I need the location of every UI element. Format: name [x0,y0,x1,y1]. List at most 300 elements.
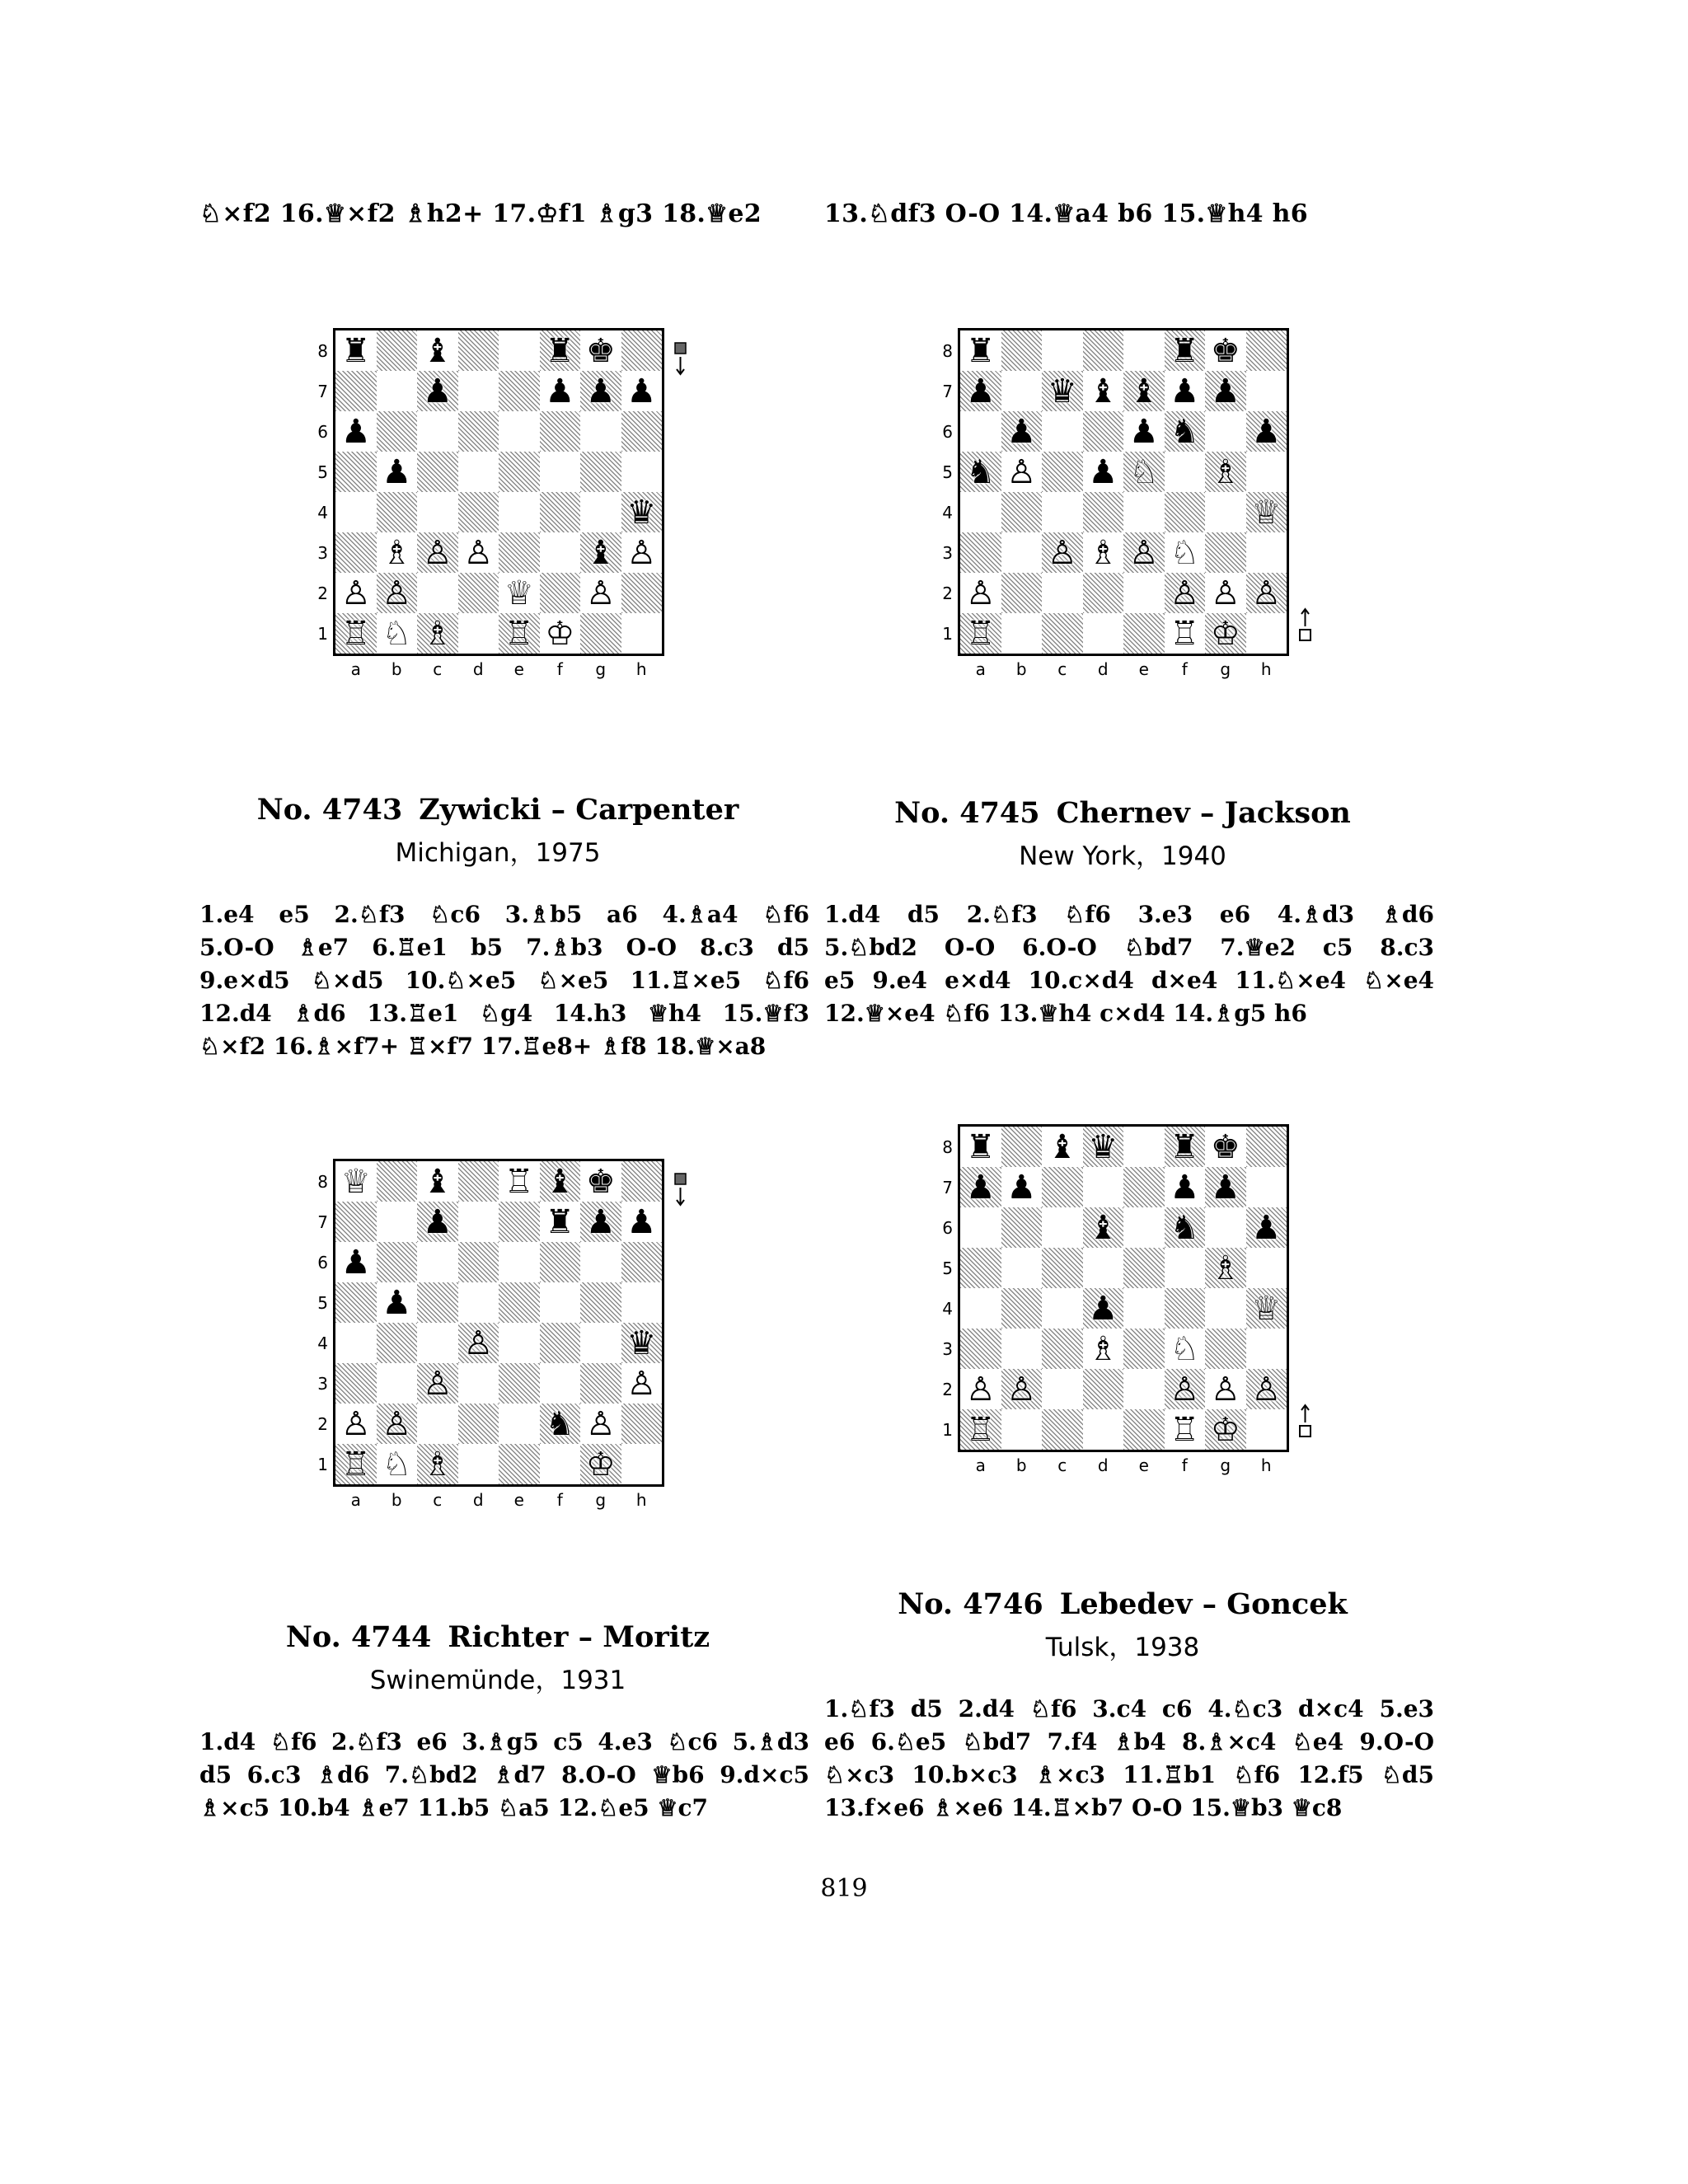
square-h2 [621,1404,663,1444]
black-pawn-icon: ♟ [340,412,371,451]
file-label: e [1138,1455,1149,1475]
square-a6 [960,1207,1001,1248]
rank-label: 8 [317,1171,328,1192]
white-pawn-icon: ♙ [1210,1370,1240,1408]
white-pawn-icon: ♙ [340,574,371,612]
move-line: 12.♕×e4 ♘f6 13.♕h4 c×d4 14.♗g5 h6 [824,1000,1307,1027]
continuation-line-right: 13.♘df3 O-O 14.♕a4 b6 15.♕h4 h6 [824,199,1308,228]
black-queen-icon: ♛ [1088,1127,1118,1166]
rank-label: 7 [942,1177,953,1197]
square-g4 [1205,1288,1246,1329]
rank-label: 5 [317,462,328,482]
square-g8 [580,330,621,371]
white-bishop-icon: ♗ [1210,452,1240,491]
square-h6 [1246,1207,1287,1248]
file-label: f [1181,1455,1188,1475]
square-e6 [1123,411,1165,452]
square-g3 [1205,1329,1246,1369]
square-c3 [1042,1329,1083,1369]
square-d3 [1083,532,1124,573]
square-d1 [1083,1409,1124,1450]
square-f3 [1165,1329,1206,1369]
square-c2 [417,573,458,613]
square-e1 [499,613,540,654]
file-label: b [1015,659,1027,679]
square-b3 [377,1363,418,1404]
square-d2 [458,1404,499,1444]
square-h2 [1246,1369,1287,1409]
black-pawn-icon: ♟ [1006,412,1037,451]
square-g4 [580,1323,621,1363]
file-label: b [391,1490,402,1510]
square-h1 [621,613,663,654]
square-g2 [1205,573,1246,613]
game-moves-4743 [199,898,809,1063]
square-f7 [540,371,581,411]
square-h3 [1246,1329,1287,1369]
square-h4 [1246,492,1287,532]
rank-label: 8 [942,340,953,361]
black-pawn-icon: ♟ [545,372,575,410]
square-h3 [1246,532,1287,573]
square-g1 [1205,1409,1246,1450]
white-rook-icon: ♖ [340,614,371,653]
white-rook-icon: ♖ [1170,614,1200,653]
rank-label: 2 [942,583,953,603]
game-players: Zywicki – Carpenter [419,793,739,827]
square-e7 [1123,371,1165,411]
square-e3 [499,1363,540,1404]
white-pawn-icon: ♙ [463,1324,494,1362]
file-label: f [556,1490,563,1510]
square-e1 [499,1444,540,1484]
square-d4 [1083,1288,1124,1329]
black-bishop-icon: ♝ [1088,1208,1118,1247]
white-pawn-icon: ♙ [626,1364,657,1403]
game-caption-4743 [185,793,811,869]
black-rook-icon: ♜ [1170,331,1200,370]
game-title [185,793,811,827]
white-rook-icon: ♖ [340,1445,371,1483]
rank-label: 6 [317,421,328,442]
square-e5 [1123,1248,1165,1288]
square-a3 [335,1363,377,1404]
square-b6 [377,411,418,452]
square-b4 [1001,1288,1043,1329]
square-b6 [1001,1207,1043,1248]
square-d8 [1083,1127,1124,1167]
square-f5 [1165,452,1206,492]
white-bishop-icon: ♗ [1088,1329,1118,1368]
black-bishop-icon: ♝ [422,1162,452,1201]
square-c3 [417,532,458,573]
square-f4 [1165,492,1206,532]
file-label: h [1260,659,1272,679]
black-knight-icon: ♞ [965,452,996,491]
white-queen-icon: ♕ [340,1162,371,1201]
black-pawn-icon: ♟ [1006,1168,1037,1207]
white-king-icon: ♔ [585,1445,616,1483]
square-g1 [580,1444,621,1484]
square-h8 [1246,1127,1287,1167]
square-d7 [458,371,499,411]
square-d4 [1083,492,1124,532]
square-e1 [1123,1409,1165,1450]
white-pawn-icon: ♙ [965,1370,996,1408]
white-rook-icon: ♖ [965,614,996,653]
square-f2 [1165,1369,1206,1409]
rank-label: 6 [942,421,953,442]
square-d7 [1083,1167,1124,1207]
square-g5 [1205,1248,1246,1288]
white-pawn-icon: ♙ [422,1364,452,1403]
square-d2 [1083,1369,1124,1409]
square-b6 [1001,411,1043,452]
square-e3 [1123,1329,1165,1369]
square-e8 [499,1161,540,1202]
black-pawn-icon: ♟ [626,372,657,410]
square-h1 [1246,613,1287,654]
black-pawn-icon: ♟ [1251,412,1282,451]
file-label: h [635,659,647,679]
square-f4 [540,1323,581,1363]
black-queen-icon: ♛ [1047,372,1077,410]
black-to-move-icon [672,1172,690,1208]
file-label: e [513,659,524,679]
rank-label: 7 [317,381,328,401]
square-f3 [1165,532,1206,573]
square-h8 [621,1161,663,1202]
game-moves-4746 [824,1693,1434,1825]
square-e2 [1123,1369,1165,1409]
square-d6 [1083,1207,1124,1248]
file-label: c [433,659,443,679]
black-rook-icon: ♜ [545,1202,575,1241]
black-pawn-icon: ♟ [585,372,616,410]
square-g1 [580,613,621,654]
square-g6 [1205,411,1246,452]
black-bishop-icon: ♝ [1088,372,1118,410]
black-pawn-icon: ♟ [1210,1168,1240,1207]
file-label: d [472,1490,484,1510]
rank-label: 7 [317,1212,328,1232]
square-f1 [540,613,581,654]
square-f2 [1165,573,1206,613]
file-label: b [391,659,402,679]
move-line: 5.O-O ♗e7 6.♖e1 b5 7.♗b3 O-O 8.c3 d5 [199,934,809,961]
square-g8 [1205,330,1246,371]
square-h7 [621,371,663,411]
white-rook-icon: ♖ [504,614,534,653]
rank-label: 2 [942,1379,953,1399]
white-pawn-icon: ♙ [1006,452,1037,491]
square-e7 [1123,1167,1165,1207]
move-line: 12.d4 ♗d6 13.♖e1 ♘g4 14.h3 ♕h4 15.♕f3 [199,1000,809,1027]
game-number: No. 4744 [285,1620,432,1654]
square-g6 [580,1242,621,1282]
square-b8 [1001,1127,1043,1167]
file-label: d [1097,1455,1109,1475]
square-f1 [1165,1409,1206,1450]
square-a8 [335,1161,377,1202]
move-line: d5 6.c3 ♗d6 7.♘bd2 ♗d7 8.O-O ♕b6 9.d×c5 [199,1761,809,1788]
square-g7 [580,1202,621,1242]
white-queen-icon: ♕ [1251,493,1282,532]
square-d2 [1083,573,1124,613]
square-d7 [458,1202,499,1242]
square-h1 [621,1444,663,1484]
black-knight-icon: ♞ [1170,412,1200,451]
square-a3 [335,532,377,573]
square-f3 [540,532,581,573]
black-pawn-icon: ♟ [422,1202,452,1241]
square-c4 [1042,492,1083,532]
square-a6 [960,411,1001,452]
square-h8 [621,330,663,371]
square-c5 [1042,1248,1083,1288]
black-bishop-icon: ♝ [1128,372,1159,410]
white-knight-icon: ♘ [382,1445,412,1483]
rank-label: 6 [942,1217,953,1238]
square-e6 [1123,1207,1165,1248]
black-pawn-icon: ♟ [382,1283,412,1322]
square-f8 [540,1161,581,1202]
rank-label: 4 [942,1298,953,1319]
square-c5 [1042,452,1083,492]
white-pawn-icon: ♙ [626,533,657,572]
game-players: Lebedev – Goncek [1059,1587,1348,1621]
game-place: Tulsk，1938 [1045,1633,1200,1662]
square-h4 [621,492,663,532]
square-e1 [1123,613,1165,654]
white-pawn-icon: ♙ [1006,1370,1037,1408]
square-a7 [335,1202,377,1242]
move-line: ♘×f2 16.♗×f7+ ♖×f7 17.♖e8+ ♗f8 18.♕×a8 [199,1033,767,1060]
move-line: 1.e4 e5 2.♘f3 ♘c6 3.♗b5 a6 4.♗a4 ♘f6 [199,901,809,928]
game-number: No. 4746 [898,1587,1043,1621]
game-place: Swinemünde，1931 [369,1666,626,1695]
move-line: ♗×c5 10.b4 ♗e7 11.b5 ♘a5 12.♘e5 ♕c7 [199,1794,708,1821]
square-b1 [1001,613,1043,654]
black-rook-icon: ♜ [545,331,575,370]
square-h8 [1246,330,1287,371]
rank-label: 5 [317,1292,328,1313]
square-g4 [1205,492,1246,532]
white-pawn-icon: ♙ [463,533,494,572]
square-g2 [1205,1369,1246,1409]
square-c5 [417,452,458,492]
black-pawn-icon: ♟ [965,1168,996,1207]
square-f1 [540,1444,581,1484]
game-place: New York，1940 [1019,841,1226,871]
square-a7 [335,371,377,411]
white-bishop-icon: ♗ [1210,1249,1240,1287]
chessboard [333,328,664,656]
game-number: No. 4745 [894,796,1040,830]
white-rook-icon: ♖ [504,1162,534,1201]
rank-label: 8 [942,1137,953,1157]
black-pawn-icon: ♟ [1088,1289,1118,1328]
square-e3 [499,532,540,573]
square-b7 [377,371,418,411]
square-e7 [499,1202,540,1242]
square-a6 [335,1242,377,1282]
square-g3 [580,1363,621,1404]
square-a1 [335,1444,377,1484]
black-pawn-icon: ♟ [340,1243,371,1282]
rank-label: 4 [317,1333,328,1353]
square-a2 [960,1369,1001,1409]
square-g3 [580,532,621,573]
square-g8 [1205,1127,1246,1167]
black-bishop-icon: ♝ [545,1162,575,1201]
square-d3 [458,1363,499,1404]
square-c8 [417,330,458,371]
square-e2 [1123,573,1165,613]
black-pawn-icon: ♟ [1128,412,1159,451]
white-king-icon: ♔ [545,614,575,653]
move-line: 13.f×e6 ♗×e6 14.♖×b7 O-O 15.♕b3 ♕c8 [824,1794,1343,1821]
rank-label: 3 [317,1373,328,1394]
square-f4 [540,492,581,532]
square-b7 [1001,1167,1043,1207]
square-a7 [960,371,1001,411]
square-c6 [1042,411,1083,452]
game-number: No. 4743 [256,793,403,827]
black-pawn-icon: ♟ [585,1202,616,1241]
rank-label: 1 [942,623,953,644]
rank-label: 3 [942,542,953,563]
white-knight-icon: ♘ [1128,452,1159,491]
square-b4 [377,1323,418,1363]
square-d2 [458,573,499,613]
white-pawn-icon: ♙ [1170,1370,1200,1408]
square-g1 [1205,613,1246,654]
square-g6 [580,411,621,452]
square-h7 [621,1202,663,1242]
square-a7 [960,1167,1001,1207]
square-e4 [1123,492,1165,532]
move-line: e6 6.♘e5 ♘bd7 7.f4 ♗b4 8.♗×c4 ♘e4 9.O-O [824,1728,1434,1755]
file-label: g [1220,1455,1231,1475]
file-label: h [635,1490,647,1510]
game-caption-4744 [185,1620,811,1696]
continuation-line-left: ♘×f2 16.♕×f2 ♗h2+ 17.♔f1 ♗g3 18.♕e2 [199,199,762,228]
square-d4 [458,1323,499,1363]
rank-label: 8 [317,340,328,361]
white-bishop-icon: ♗ [422,1445,452,1483]
square-h2 [621,573,663,613]
chessboard [958,328,1289,656]
square-c1 [1042,1409,1083,1450]
white-queen-icon: ♕ [1251,1289,1282,1328]
square-f8 [1165,330,1206,371]
black-pawn-icon: ♟ [1170,1168,1200,1207]
square-f1 [1165,613,1206,654]
white-pawn-icon: ♙ [1210,574,1240,612]
square-b5 [1001,452,1043,492]
square-a5 [335,1282,377,1323]
white-pawn-icon: ♙ [585,1404,616,1443]
white-pawn-icon: ♙ [1047,533,1077,572]
square-f2 [540,1404,581,1444]
file-label: c [433,1490,443,1510]
rank-label: 6 [317,1252,328,1272]
square-e5 [499,1282,540,1323]
white-king-icon: ♔ [1210,614,1240,653]
square-h4 [621,1323,663,1363]
square-b1 [377,613,418,654]
file-label: a [350,1490,361,1510]
black-knight-icon: ♞ [545,1404,575,1443]
rank-label: 2 [317,1413,328,1434]
square-c5 [417,1282,458,1323]
rank-label: 4 [942,502,953,523]
square-g5 [1205,452,1246,492]
square-d8 [458,330,499,371]
file-label: h [1260,1455,1272,1475]
game-title [185,1620,811,1654]
square-f5 [540,1282,581,1323]
black-bishop-icon: ♝ [422,331,452,370]
square-a3 [960,532,1001,573]
square-f7 [1165,1167,1206,1207]
square-h6 [621,1242,663,1282]
square-h3 [621,532,663,573]
square-a1 [335,613,377,654]
square-b8 [377,1161,418,1202]
game-players: Richter – Moritz [448,1620,710,1654]
file-label: g [595,659,607,679]
move-line: 1.♘f3 d5 2.d4 ♘f6 3.c4 c6 4.♘c3 d×c4 5.e3 [824,1695,1434,1722]
square-f7 [540,1202,581,1242]
black-knight-icon: ♞ [1170,1208,1200,1247]
file-label: d [472,659,484,679]
square-f8 [540,330,581,371]
black-pawn-icon: ♟ [1170,372,1200,410]
square-c2 [417,1404,458,1444]
black-king-icon: ♚ [585,331,616,370]
black-rook-icon: ♜ [965,331,996,370]
square-b4 [1001,492,1043,532]
square-e2 [499,1404,540,1444]
white-pawn-icon: ♙ [1128,533,1159,572]
file-label: g [1220,659,1231,679]
file-label: c [1057,1455,1067,1475]
square-h6 [1246,411,1287,452]
square-f2 [540,573,581,613]
black-pawn-icon: ♟ [1251,1208,1282,1247]
game-moves-4745 [824,898,1434,1030]
square-c2 [1042,573,1083,613]
game-caption-4745 [809,796,1436,872]
square-b5 [377,1282,418,1323]
square-f7 [1165,371,1206,411]
square-e4 [499,492,540,532]
square-c3 [1042,532,1083,573]
white-knight-icon: ♘ [382,614,412,653]
white-pawn-icon: ♙ [1170,574,1200,612]
square-c8 [1042,330,1083,371]
rank-label: 5 [942,1258,953,1278]
square-a2 [335,573,377,613]
square-f3 [540,1363,581,1404]
square-c7 [417,371,458,411]
square-a4 [335,492,377,532]
black-rook-icon: ♜ [1170,1127,1200,1166]
square-e2 [499,573,540,613]
square-h4 [1246,1288,1287,1329]
